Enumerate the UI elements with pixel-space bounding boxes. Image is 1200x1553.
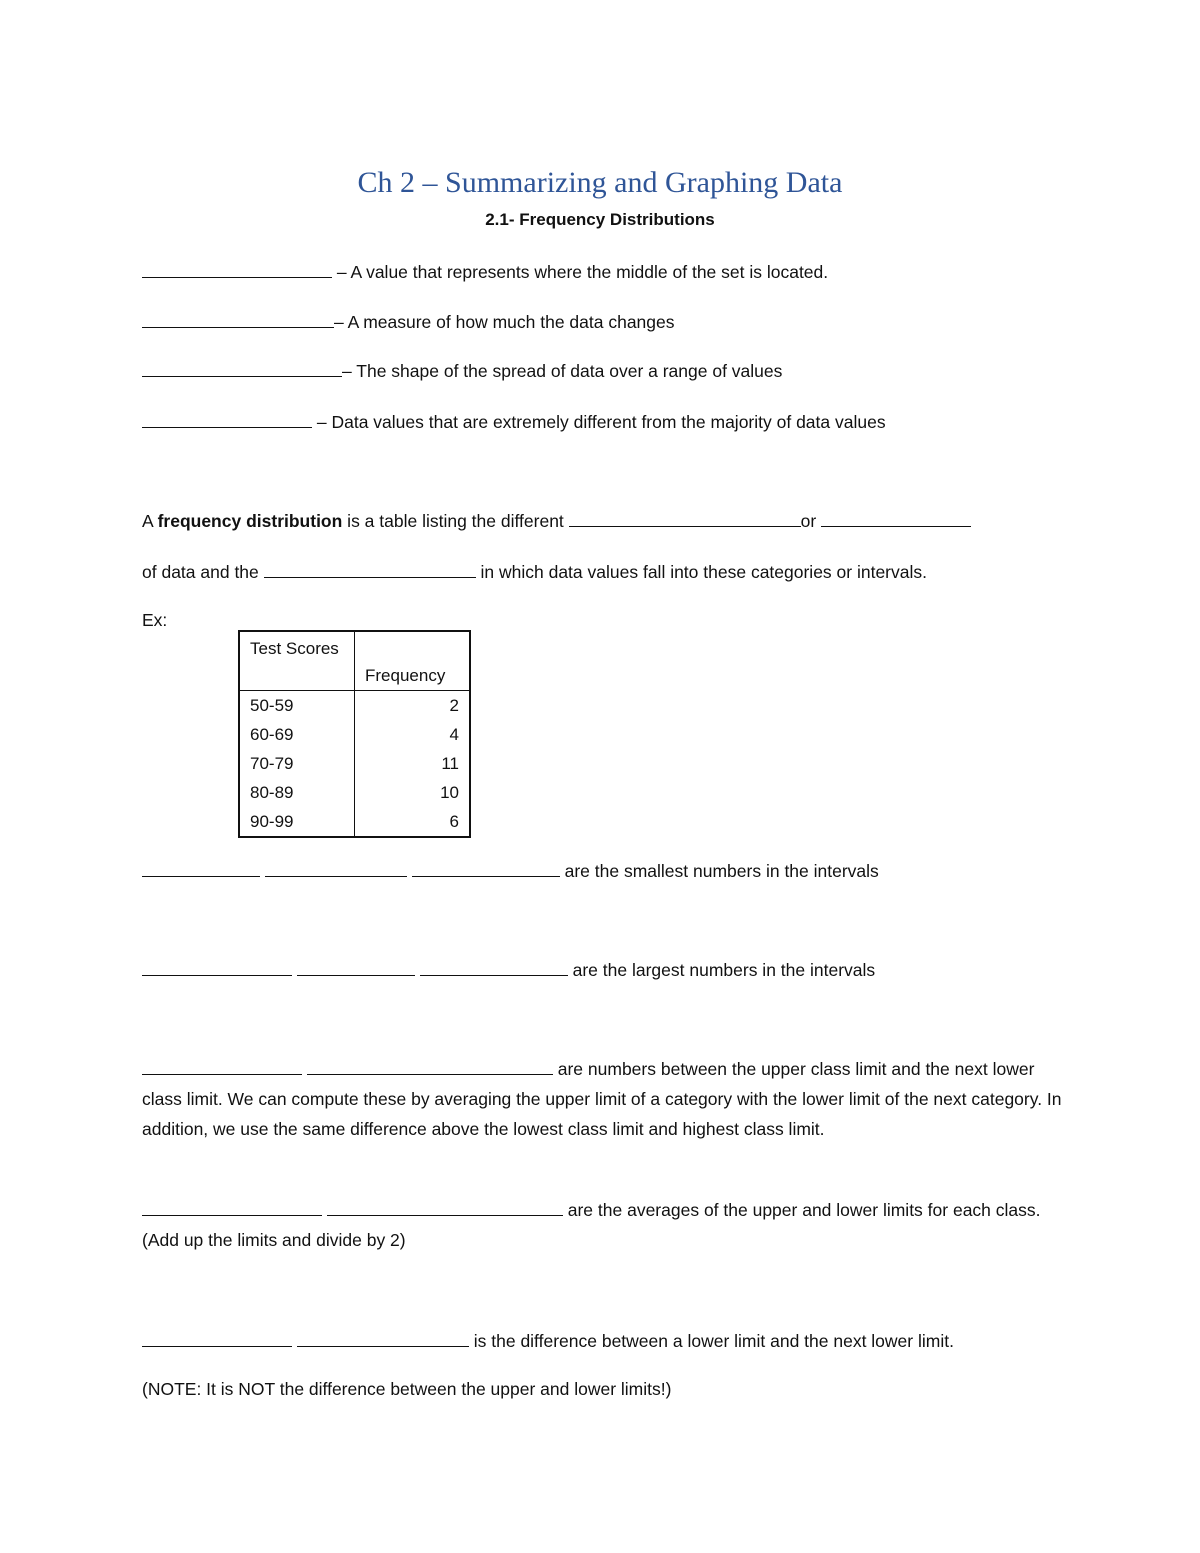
section-subtitle: 2.1- Frequency Distributions <box>485 210 715 229</box>
fill-blank <box>265 862 407 877</box>
definition-center <box>142 263 828 282</box>
score-cell: 90-99 <box>239 807 355 837</box>
frequency-cell: 4 <box>449 724 459 744</box>
frequency-cell: 6 <box>449 811 459 831</box>
definition-text: – A measure of how much the data changes <box>334 312 675 332</box>
text-segment: of data and the <box>142 562 264 582</box>
definition-text: are the largest numbers in the intervals <box>572 960 876 980</box>
note-text: (NOTE: It is NOT the difference between the upper and lower limits!) <box>142 1379 672 1399</box>
header-test-scores: Test Scores <box>239 631 355 691</box>
class-boundaries-paragraph <box>142 1054 1062 1144</box>
class-midpoints-paragraph <box>142 1195 1065 1255</box>
page-title: Ch 2 – Summarizing and Graphing Data <box>357 166 843 199</box>
score-cell: 50-59 <box>239 691 355 721</box>
table-header-row <box>239 631 470 691</box>
table-row <box>239 691 470 721</box>
table-row <box>239 720 470 749</box>
fill-blank <box>412 862 560 877</box>
fill-blank <box>569 512 801 527</box>
example-label: Ex: <box>142 610 168 630</box>
fill-blank <box>142 961 292 976</box>
fill-blank <box>264 563 476 578</box>
frequency-distribution-definition-cont <box>142 563 927 582</box>
text-segment: in which data values fall into these categories or intervals. <box>475 562 927 582</box>
text-segment: or <box>800 511 817 531</box>
fill-blank <box>297 961 415 976</box>
fill-blank <box>307 1060 553 1075</box>
definition-text: are the averages of the upper and lower limits for each class. (Add up the limits and divide by 2) <box>142 1200 1065 1250</box>
header-frequency: Frequency <box>355 631 471 691</box>
definition-text: are the smallest numbers in the intervals <box>564 861 879 881</box>
table-row <box>239 778 470 807</box>
definition-text: – A value that represents where the middle of the set is located. <box>336 262 829 282</box>
fill-blank <box>142 362 342 377</box>
frequency-cell: 2 <box>449 695 459 715</box>
definition-distribution <box>142 362 782 381</box>
class-width-line <box>142 1332 954 1351</box>
definition-outliers <box>142 413 886 432</box>
fill-blank <box>142 263 332 278</box>
table-row <box>239 749 470 778</box>
score-cell: 70-79 <box>239 749 355 778</box>
definition-text: is the difference between a lower limit and the next lower limit. <box>473 1331 954 1351</box>
score-cell: 60-69 <box>239 720 355 749</box>
fill-blank <box>327 1201 563 1216</box>
table-row <box>239 807 470 837</box>
upper-class-limits-line <box>142 961 875 980</box>
fill-blank <box>142 1201 322 1216</box>
fill-blank <box>297 1332 469 1347</box>
text-segment: A <box>142 511 158 531</box>
fill-blank <box>142 1332 292 1347</box>
score-cell: 80-89 <box>239 778 355 807</box>
fill-blank <box>142 1060 302 1075</box>
definition-variation <box>142 313 675 332</box>
frequency-cell: 11 <box>441 753 459 773</box>
fill-blank <box>142 862 260 877</box>
definition-text: – The shape of the spread of data over a range of values <box>342 361 783 381</box>
fill-blank <box>420 961 568 976</box>
lower-class-limits-line <box>142 862 879 881</box>
frequency-cell: 10 <box>440 782 459 802</box>
text-segment: is a table listing the different <box>342 511 569 531</box>
definition-text: – Data values that are extremely different from the majority of data values <box>316 412 886 432</box>
fill-blank <box>821 512 971 527</box>
term-frequency-distribution: frequency distribution <box>157 511 343 531</box>
fill-blank <box>142 413 312 428</box>
frequency-distribution-definition <box>142 512 971 531</box>
fill-blank <box>142 313 334 328</box>
definition-text: are numbers between the upper class limit and the next lower class limit. We can compute these by averaging the upper limit of a category with the lower limit of the next category. In addition, we use the same difference above the lowest class limit and highest class limit. <box>142 1059 1062 1139</box>
frequency-table <box>238 630 471 838</box>
